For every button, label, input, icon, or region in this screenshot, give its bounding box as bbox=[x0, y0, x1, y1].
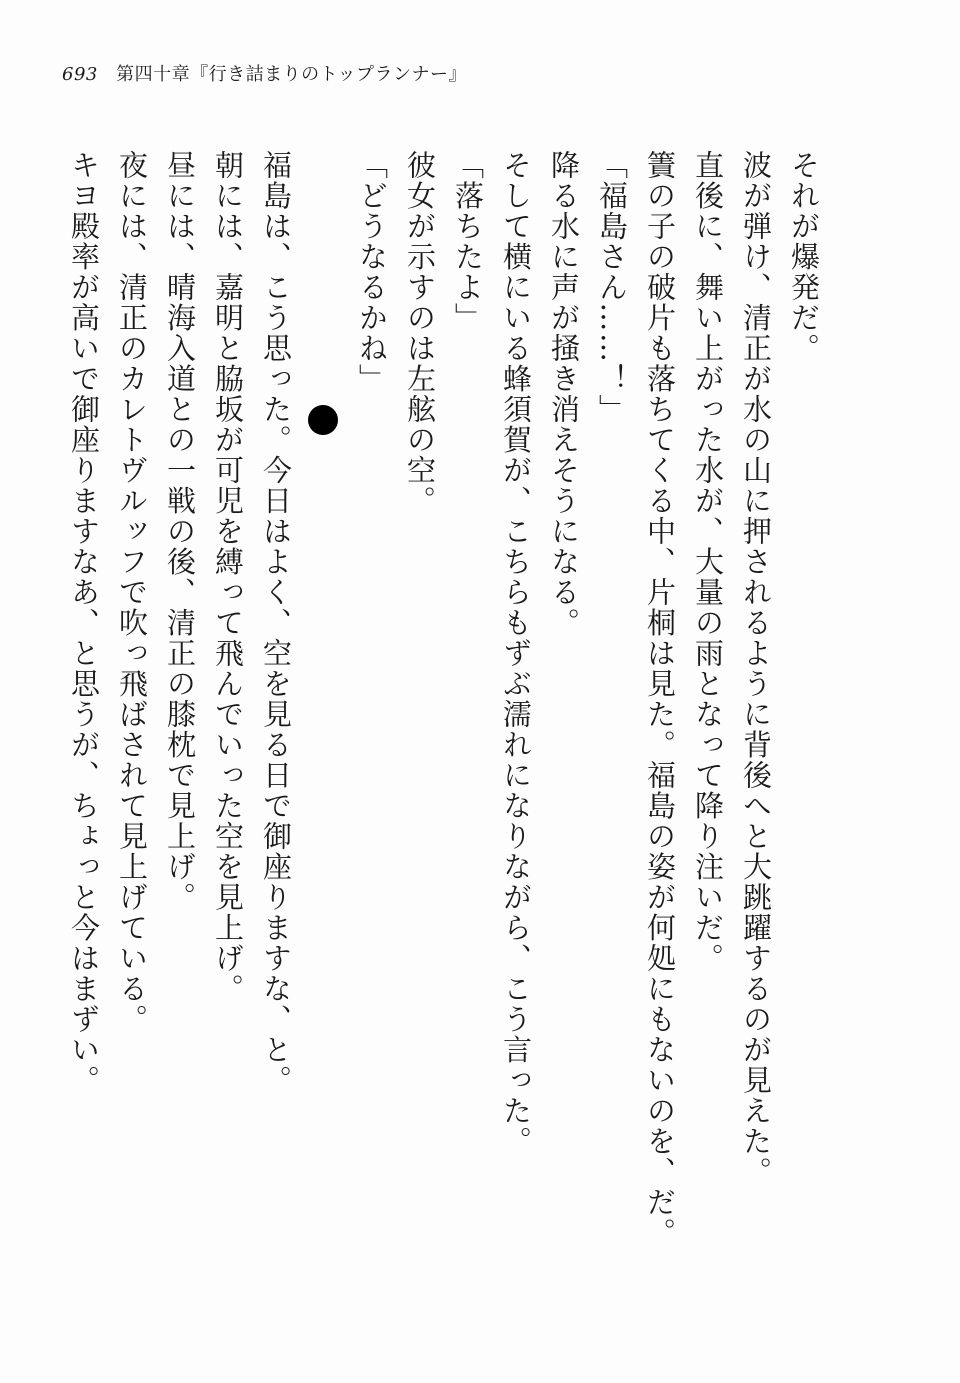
text-line: 朝には、嘉明と脇坂が可児を縛って飛んでいった空を見上げ。 bbox=[211, 150, 245, 1004]
text-line: 夜には、清正のカレトヴルッフで吹っ飛ばされて見上げている。 bbox=[115, 150, 149, 1035]
text-line: そして横にいる蜂須賀が、こちらもずぶ濡れになりながら、こう言った。 bbox=[499, 150, 533, 1157]
running-header bbox=[62, 60, 467, 86]
text-line: それが爆発だ。 bbox=[787, 150, 821, 364]
text-line: 波が弾け、清正が水の山に押されるように背後へと大跳躍するのが見えた。 bbox=[739, 150, 773, 1187]
text-line: 簀の子の破片も落ちてくる中、片桐は見た。福島の姿が何処にもないのを、だ。 bbox=[643, 150, 677, 1248]
text-line: 降る水に声が掻き消えそうになる。 bbox=[547, 150, 581, 638]
text-line: 「どうなるかね」 bbox=[355, 150, 389, 394]
scene-break bbox=[300, 150, 348, 1150]
text-line: キヨ殿率が高いで御座りますなあ、と思うが、ちょっと今はまずい。 bbox=[67, 150, 101, 1096]
text-line: 昼には、晴海入道との一戦の後、清正の膝枕で見上げ。 bbox=[163, 150, 197, 913]
text-line: 福島は、こう思った。今日はよく、空を見る日で御座りますな、と。 bbox=[259, 150, 293, 1096]
page-number: 693 bbox=[62, 64, 98, 85]
text-line: 彼女が示すのは左舷の空。 bbox=[403, 150, 437, 516]
chapter-title: 第四十章『行き詰まりのトップランナー』 bbox=[116, 64, 468, 85]
text-line: 「福島さん……！」 bbox=[595, 150, 629, 425]
text-line: 直後に、舞い上がった水が、大量の雨となって降り注いだ。 bbox=[691, 150, 725, 974]
text-line: 「落ちたよ」 bbox=[451, 150, 485, 333]
body-text-part1 bbox=[60, 150, 828, 1248]
bullet-dot-icon bbox=[308, 405, 338, 435]
